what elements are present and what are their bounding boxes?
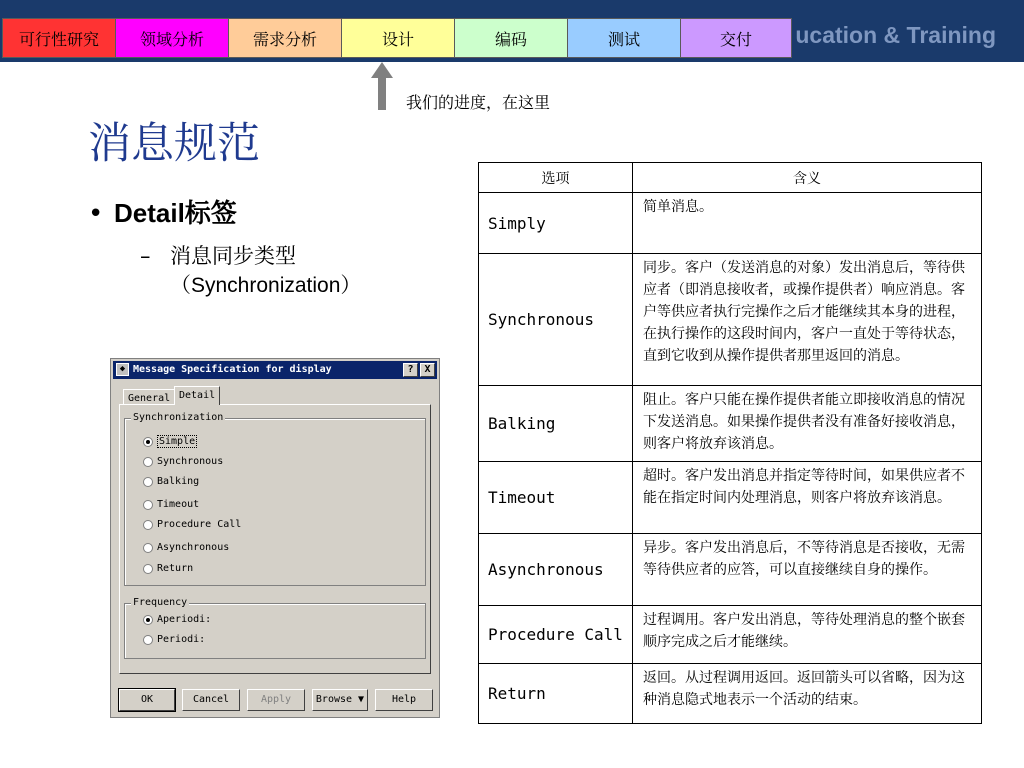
- frequency-group: [124, 597, 426, 659]
- radio-label: Simple: [159, 436, 196, 447]
- stage-requirements: 需求分析: [228, 18, 342, 58]
- table-row: [479, 664, 982, 724]
- app-icon: ◆: [116, 363, 129, 376]
- radio-label: Return: [157, 563, 194, 574]
- stage-testing: 测试: [567, 18, 681, 58]
- dash-icon: –: [140, 244, 151, 268]
- message-spec-dialog: [110, 358, 440, 718]
- radio-simple[interactable]: [143, 435, 197, 448]
- meaning-cell: 超时。客户发出消息并指定等待时间，如果供应者不能在指定时间内处理消息，则客户将放弃该消息。: [633, 462, 982, 534]
- table-header-row: [479, 163, 982, 193]
- option-cell: Synchronous: [479, 254, 633, 386]
- header-bar: [0, 0, 1024, 62]
- radio-label: Procedure Call: [157, 519, 242, 530]
- option-cell: Balking: [479, 386, 633, 462]
- radio-asynchronous[interactable]: [143, 542, 229, 553]
- progress-arrow-icon: [371, 62, 393, 110]
- option-cell: Procedure Call: [479, 606, 633, 664]
- table-row: [479, 254, 982, 386]
- stage-domain-analysis: 领域分析: [115, 18, 229, 58]
- column-header-meaning: 含义: [633, 163, 982, 193]
- apply-button[interactable]: Apply: [247, 689, 305, 711]
- meaning-cell: 同步。客户（发送消息的对象）发出消息后，等待供应者（即消息接收者，或操作提供者）响应消息。客户等供应者执行完操作之后才能继续其本身的进程，在执行操作的这段时间内，客户一直处于等待状态，直到它收到从操作提供者那里返回的消息。: [633, 254, 982, 386]
- synchronization-group-title: Synchronization: [133, 412, 224, 423]
- progress-note: 我们的进度，在这里: [406, 93, 551, 112]
- stage-bar: [2, 18, 791, 58]
- meaning-cell: 阻止。客户只能在操作提供者能立即接收消息的情况下发送消息。如果操作提供者没有准备好接收消息，则客户将放弃该消息。: [633, 386, 982, 462]
- radio-label: Aperiodi:: [157, 614, 212, 625]
- sub-bullet-line1: 消息同步类型: [170, 244, 296, 268]
- slide-title: 消息规范: [88, 119, 260, 169]
- radio-label: Timeout: [157, 499, 200, 510]
- option-cell: Asynchronous: [479, 534, 633, 606]
- radio-button-icon: [143, 543, 153, 553]
- radio-button-icon: [143, 615, 153, 625]
- frequency-group-title: Frequency: [133, 597, 188, 608]
- help-button[interactable]: Help: [375, 689, 433, 711]
- radio-label: Asynchronous: [157, 542, 230, 553]
- radio-balking[interactable]: [143, 476, 199, 487]
- radio-aperiodic[interactable]: [143, 614, 211, 625]
- radio-button-icon: [143, 564, 153, 574]
- synchronization-group: [124, 412, 426, 586]
- column-header-option: 选项: [479, 163, 633, 193]
- bullet-item: [88, 193, 237, 230]
- meaning-cell: 返回。从过程调用返回。返回箭头可以省略，因为这种消息隐式地表示一个活动的结束。: [633, 664, 982, 724]
- detail-panel: [119, 404, 431, 674]
- stage-feasibility: 可行性研究: [2, 18, 116, 58]
- radio-label: Periodi:: [157, 634, 206, 645]
- radio-label: Synchronous: [157, 456, 224, 467]
- radio-timeout[interactable]: [143, 499, 199, 510]
- ok-button[interactable]: OK: [119, 689, 175, 711]
- bullet-label: Detail标签: [114, 198, 237, 228]
- radio-return[interactable]: [143, 563, 193, 574]
- stage-design: 设计: [341, 18, 455, 58]
- sub-bullet-line2: （Synchronization）: [170, 274, 362, 297]
- radio-label: Balking: [157, 476, 200, 487]
- table-row: [479, 462, 982, 534]
- radio-button-icon: [143, 437, 153, 447]
- tab-detail[interactable]: Detail: [174, 386, 220, 405]
- help-title-button[interactable]: ?: [403, 363, 418, 377]
- bullet-dot-icon: •: [88, 199, 104, 229]
- radio-button-icon: [143, 477, 153, 487]
- table-row: [479, 386, 982, 462]
- option-cell: Simply: [479, 193, 633, 254]
- options-table: [478, 162, 982, 724]
- table-row: [479, 534, 982, 606]
- stage-coding: 编码: [454, 18, 568, 58]
- table-row: [479, 193, 982, 254]
- close-button[interactable]: X: [420, 363, 435, 377]
- browse-button[interactable]: Browse ▼: [312, 689, 368, 711]
- option-cell: Timeout: [479, 462, 633, 534]
- option-cell: Return: [479, 664, 633, 724]
- dialog-titlebar: [113, 361, 437, 379]
- radio-button-icon: [143, 520, 153, 530]
- dialog-title: Message Specification for display: [133, 364, 332, 375]
- stage-delivery: 交付: [680, 18, 792, 58]
- radio-procedure-call[interactable]: [143, 519, 241, 530]
- radio-synchronous[interactable]: [143, 456, 223, 467]
- radio-button-icon: [143, 457, 153, 467]
- table-row: [479, 606, 982, 664]
- radio-periodic[interactable]: [143, 634, 205, 645]
- radio-button-icon: [143, 635, 153, 645]
- tab-general[interactable]: General: [123, 389, 175, 405]
- meaning-cell: 过程调用。客户发出消息，等待处理消息的整个嵌套顺序完成之后才能继续。: [633, 606, 982, 664]
- brand-text: ucation & Training: [795, 22, 996, 48]
- radio-button-icon: [143, 500, 153, 510]
- meaning-cell: 简单消息。: [633, 193, 982, 254]
- cancel-button[interactable]: Cancel: [182, 689, 240, 711]
- meaning-cell: 异步。客户发出消息后，不等待消息是否接收，无需等待供应者的应答，可以直接继续自身的操作。: [633, 534, 982, 606]
